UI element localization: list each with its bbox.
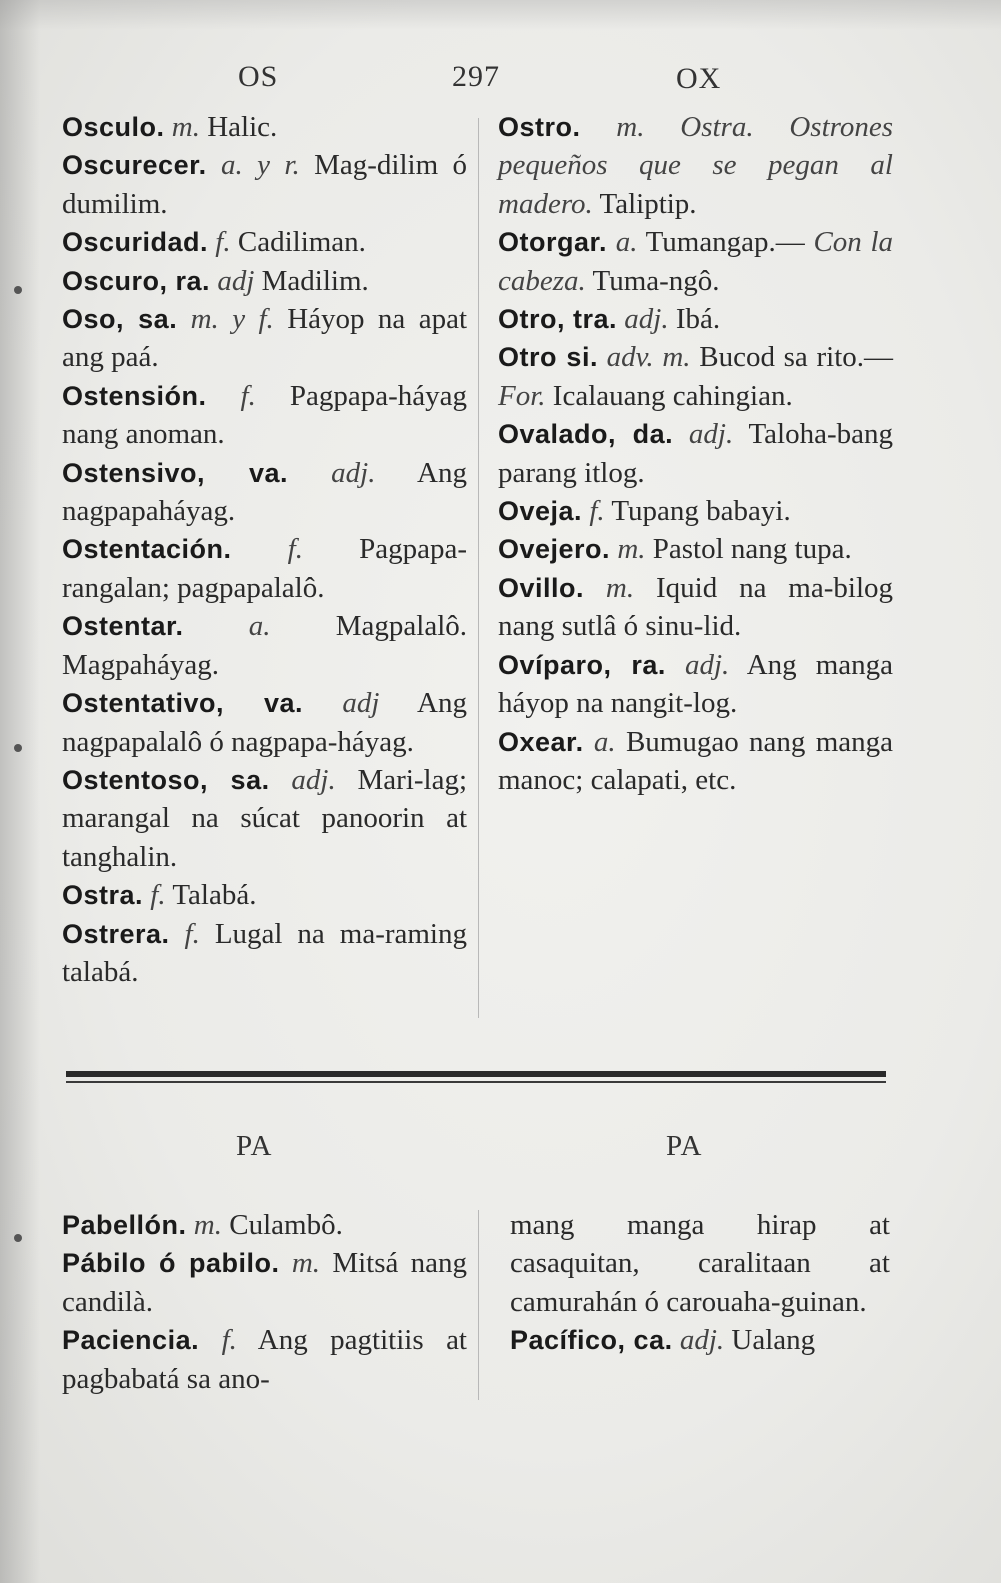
dictionary-entry: [498, 569, 893, 646]
section-rule-thin: [66, 1081, 886, 1083]
entry-headword: Paciencia.: [62, 1325, 200, 1356]
entry-definition: Cadiliman.: [237, 226, 366, 259]
entry-grammar: adj.: [291, 763, 336, 796]
entry-grammar: m.: [616, 111, 645, 143]
entry-definition: Icalauang cahingian.: [552, 379, 793, 412]
entry-headword: Ovillo.: [498, 572, 585, 603]
dictionary-entry: [62, 146, 467, 223]
entry-definition: Ualang: [731, 1324, 816, 1357]
entry-definition: Halic.: [207, 111, 278, 143]
dictionary-entry: [62, 262, 467, 300]
entry-definition: Mari-lag; marangal na súcat panoorin at tanghalin.: [62, 763, 468, 873]
entry-headword: Oveja.: [498, 496, 583, 527]
entry-definition: Ang nagpapaháyag.: [62, 456, 467, 528]
section-head-left: PA: [236, 1130, 273, 1162]
dictionary-entry: [62, 915, 467, 992]
running-head-right: OX: [676, 62, 722, 95]
entry-spanish-gloss: Con la cabeza.: [498, 226, 894, 297]
entry-headword: Ovalado, da.: [498, 419, 674, 450]
entry-grammar: adj: [217, 264, 255, 297]
entry-definition: Tumangap.—: [645, 226, 805, 259]
entry-grammar: f.: [150, 879, 166, 912]
entry-headword: Ostra.: [62, 880, 144, 911]
dictionary-entry: [62, 1206, 467, 1244]
entry-headword: Ostentar.: [62, 611, 184, 642]
section-rule-thick: [66, 1071, 886, 1077]
lower-left-column: [62, 1206, 467, 1398]
entry-definition: Lugal na ma-raming talabá.: [62, 917, 467, 988]
entry-definition: Mitsá nang candilà.: [62, 1247, 468, 1318]
dictionary-entry: [62, 300, 467, 377]
entry-grammar: m.: [193, 1209, 222, 1241]
dictionary-entry: [62, 876, 467, 914]
entry-headword: Pacífico, ca.: [510, 1325, 673, 1356]
entry-definition: Ang nagpapalalô ó nagpapa-háyag.: [62, 687, 467, 758]
dictionary-entry: [62, 1321, 467, 1398]
entry-definition: Talabá.: [172, 879, 257, 912]
margin-speck: [14, 1234, 22, 1242]
entry-headword: Pábilo ó pabilo.: [62, 1248, 280, 1279]
entry-grammar: f.: [287, 533, 303, 566]
margin-speck: [14, 744, 22, 752]
dictionary-entry: [498, 223, 893, 300]
entry-definition: Taloha-bang parang itlog.: [498, 418, 893, 489]
column-divider: [478, 118, 479, 1018]
entry-grammar: f.: [215, 226, 231, 259]
entry-headword: Ostensivo, va.: [62, 457, 288, 488]
dictionary-entry: [498, 723, 893, 800]
dictionary-entry: [498, 338, 893, 415]
dictionary-entry: [62, 377, 467, 454]
entry-grammar: f.: [589, 495, 605, 528]
entry-headword: Ostro.: [498, 112, 581, 142]
left-column: [62, 108, 467, 991]
entry-headword: Ovejero.: [498, 534, 611, 565]
entry-headword: Ovíparo, ra.: [498, 649, 666, 680]
entry-headword: Ostrera.: [62, 918, 170, 949]
entry-grammar: m.: [171, 111, 200, 143]
entry-headword: Oxear.: [498, 726, 584, 757]
dictionary-entry: [510, 1321, 890, 1359]
dictionary-entry: [62, 108, 467, 146]
dictionary-entry: [510, 1206, 890, 1321]
entry-definition: Ibá.: [675, 303, 721, 336]
entry-definition: Madilim.: [261, 264, 369, 297]
entry-headword: Pabellón.: [62, 1210, 187, 1240]
dictionary-entry: [62, 607, 467, 684]
entry-grammar: f.: [240, 379, 256, 412]
entry-grammar: f.: [221, 1324, 237, 1357]
entry-definition: Bucod sa rito.—: [699, 341, 894, 374]
margin-speck: [14, 286, 22, 294]
entry-headword: Ostentación.: [62, 534, 232, 565]
dictionary-entry: [62, 1244, 467, 1321]
entry-definition: Pastol nang tupa.: [652, 533, 852, 566]
entry-definition: mang manga hirap at casaquitan, caralitaan at camurahán ó carouaha-guinan.: [510, 1209, 890, 1318]
dictionary-entry: [62, 761, 467, 876]
entry-grammar: adv. m.: [606, 341, 691, 374]
entry-definition: Ang pagtitiis at pagbabatá sa ano-: [62, 1324, 467, 1395]
entry-grammar: adj.: [679, 1324, 725, 1357]
entry-grammar: a. y r.: [221, 149, 300, 182]
entry-grammar: adj.: [684, 648, 730, 681]
page-top-shadow: [0, 0, 1001, 30]
entry-spanish-gloss: Ostra. Ostrones pequeños que se pegan al madero.: [498, 111, 893, 220]
dictionary-entry: [498, 646, 893, 723]
entry-headword: Ostentoso, sa.: [62, 764, 270, 795]
entry-definition: Culambô.: [229, 1209, 343, 1241]
entry-grammar: a.: [615, 226, 638, 259]
entry-definition: Pagpapa-háyag nang anoman.: [62, 379, 467, 451]
dictionary-entry: [62, 454, 467, 531]
entry-grammar: m.: [291, 1247, 321, 1280]
entry-definition: Bumugao nang manga manoc; calapati, etc.: [498, 725, 894, 796]
entry-spanish-gloss: For.: [498, 379, 546, 412]
page-edge-shadow: [0, 0, 40, 1583]
entry-headword: Osculo.: [62, 112, 165, 142]
dictionary-entry: [62, 530, 467, 607]
section-head-right: PA: [666, 1130, 703, 1162]
entry-definition: Iquid na ma-bilog nang sutlâ ó sinu-lid.: [498, 571, 894, 643]
entry-grammar: m.: [605, 571, 635, 604]
entry-headword: Oscuro, ra.: [62, 265, 211, 296]
entry-definition: Tupang babayi.: [611, 495, 791, 528]
entry-definition: Háyop na apat ang paá.: [62, 303, 467, 374]
dictionary-entry: [498, 530, 893, 568]
entry-grammar: m.: [617, 533, 646, 566]
entry-grammar: adj: [342, 687, 380, 720]
entry-grammar: a.: [593, 725, 616, 758]
entry-headword: Ostentativo, va.: [62, 688, 304, 719]
entry-definition: Tuma-ngô.: [592, 264, 720, 297]
dictionary-entry: [498, 108, 893, 223]
entry-definition: Ang manga háyop na nangit-log.: [498, 648, 894, 720]
entry-definition: Pagpapa-rangalan; pagpapalalô.: [62, 533, 467, 604]
entry-grammar: adj.: [688, 418, 734, 451]
dictionary-entry: [62, 684, 467, 761]
entry-definition: Taliptip.: [599, 187, 697, 220]
entry-headword: Otro si.: [498, 342, 598, 373]
entry-grammar: a.: [248, 610, 271, 643]
dictionary-entry: [62, 223, 467, 261]
right-column: [498, 108, 893, 799]
lower-right-column: [510, 1206, 890, 1360]
page-number: 297: [452, 60, 500, 93]
entry-grammar: adj.: [624, 303, 669, 336]
entry-headword: Oso, sa.: [62, 304, 178, 335]
entry-grammar: m. y f.: [190, 303, 274, 336]
entry-grammar: f.: [184, 917, 200, 950]
dictionary-entry: [498, 492, 893, 530]
entry-headword: Oscurecer.: [62, 150, 207, 181]
entry-headword: Ostensión.: [62, 380, 207, 411]
lower-column-divider: [478, 1210, 479, 1400]
entry-headword: Otorgar.: [498, 227, 608, 258]
entry-definition: Magpalalô. Magpaháyag.: [62, 610, 467, 681]
dictionary-entry: [498, 300, 893, 338]
running-head-left: OS: [238, 60, 279, 93]
entry-headword: Otro, tra.: [498, 304, 618, 335]
entry-grammar: adj.: [331, 456, 376, 489]
entry-definition: Mag-dilim ó dumilim.: [62, 149, 468, 220]
entry-headword: Oscuridad.: [62, 227, 209, 258]
dictionary-entry: [498, 415, 893, 492]
